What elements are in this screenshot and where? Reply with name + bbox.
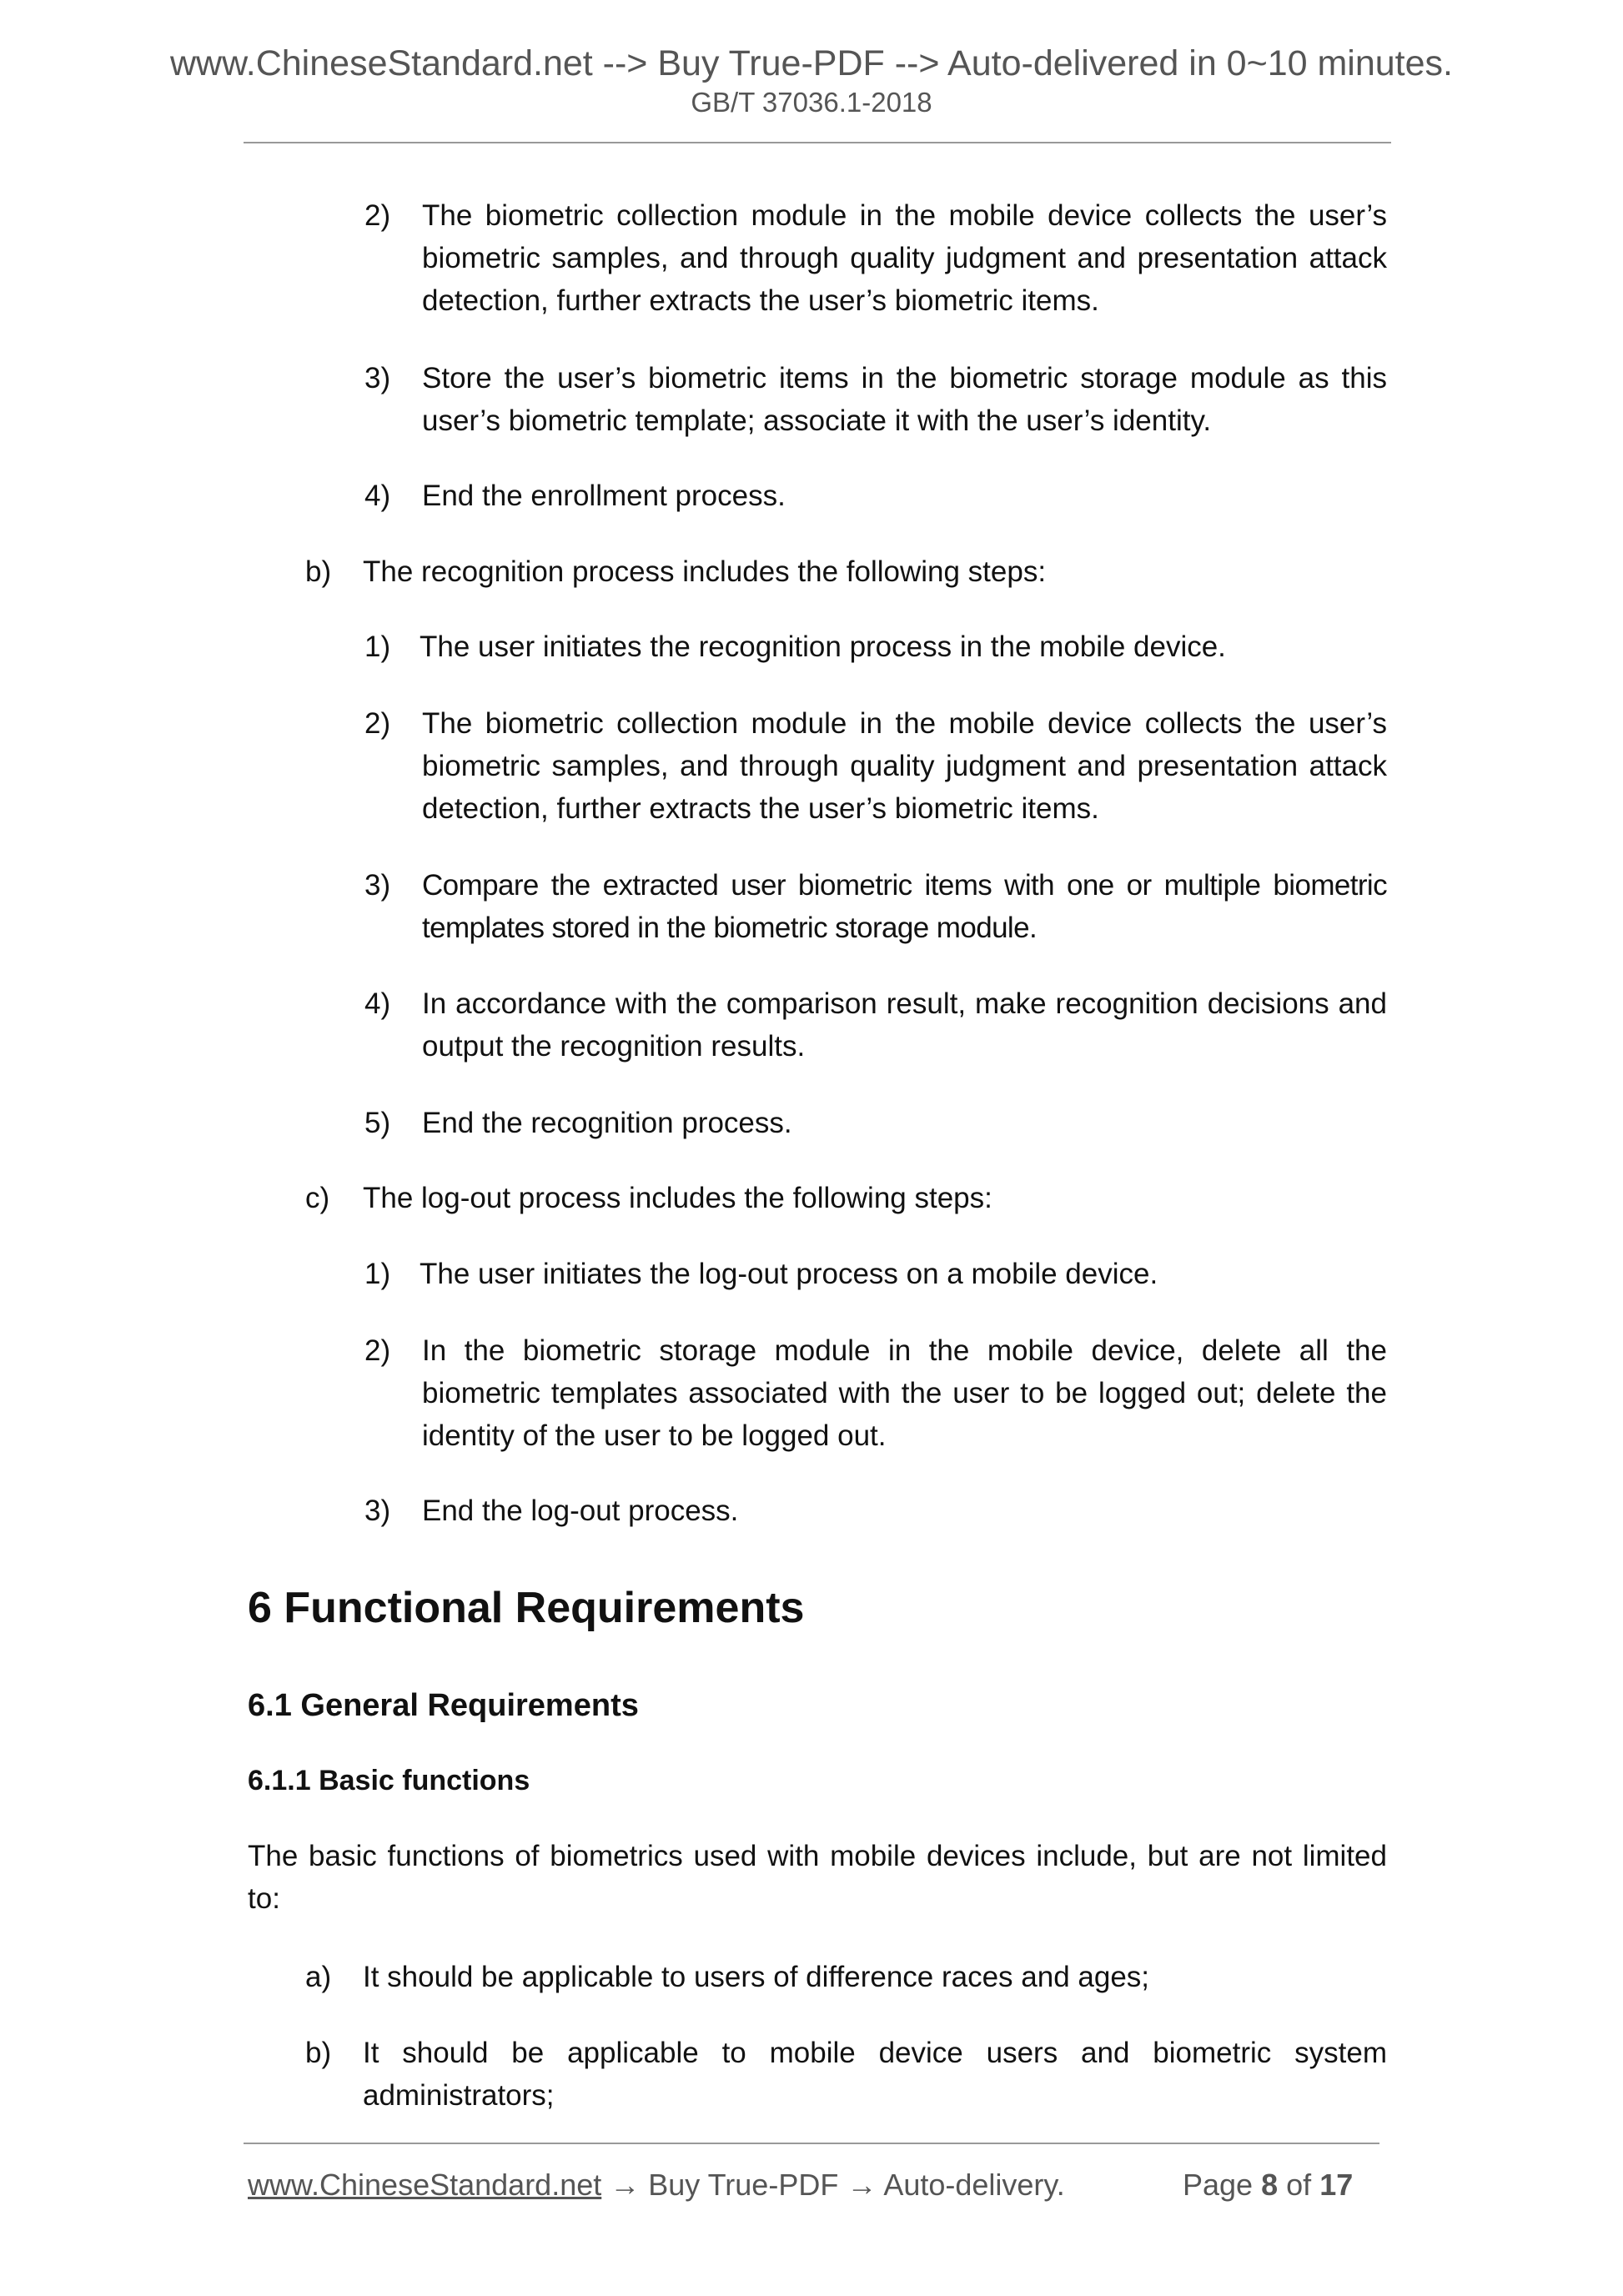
footer-rule: [244, 2143, 1379, 2144]
subsection-heading: 6.1 General Requirements: [248, 1688, 639, 1723]
item-text: The biometric collection module in the mobile device collects the user’s biometric samples, and through quality judgment and presentation attack detection, further extracts the user’s biometric items.: [422, 199, 1387, 317]
item-number: 1): [364, 631, 391, 663]
item-text: End the enrollment process.: [422, 480, 786, 512]
item-number: 2): [364, 199, 391, 232]
page-number: 8: [1261, 2168, 1279, 2202]
item-number: 2): [364, 1334, 391, 1367]
list-item-b: [305, 550, 1387, 593]
item-text: The user initiates the log-out process on a mobile device.: [420, 1258, 1158, 1290]
item-text: Store the user’s biometric items in the biometric storage module as this user’s biometric template; associate it with the user’s identity.: [422, 362, 1387, 437]
document-id: GB/T 37036.1-2018: [691, 87, 932, 118]
item-number: 3): [364, 1495, 391, 1527]
section-heading: 6 Functional Requirements: [248, 1584, 805, 1632]
item-text: The recognition process includes the following steps:: [363, 555, 1047, 588]
footer-left: [248, 2164, 1065, 2206]
page-total: 17: [1319, 2168, 1354, 2202]
list-item-c: [305, 1177, 1387, 1219]
list-item: [305, 1956, 1387, 1998]
page-indicator: [1183, 2164, 1353, 2206]
footer-text: → Buy True-PDF → Auto-delivery.: [601, 2168, 1065, 2202]
item-text: End the log-out process.: [422, 1495, 739, 1527]
list-item: [364, 1329, 1387, 1457]
list-item: [364, 1102, 1387, 1144]
item-text: It should be applicable to users of difference races and ages;: [363, 1961, 1150, 1993]
item-number: 3): [364, 869, 391, 902]
item-number: 4): [364, 480, 391, 512]
item-number: 2): [364, 707, 391, 740]
item-text: The user initiates the recognition process in the mobile device.: [420, 631, 1226, 663]
subsubsection-heading: 6.1.1 Basic functions: [248, 1765, 530, 1796]
item-number: 4): [364, 987, 391, 1020]
item-text: The log-out process includes the following steps:: [363, 1182, 992, 1214]
item-letter: c): [305, 1182, 330, 1214]
list-item: [364, 357, 1387, 442]
list-item: [364, 982, 1387, 1068]
list-item: [364, 864, 1387, 949]
footer-link[interactable]: www.ChineseStandard.net: [248, 2168, 602, 2202]
list-item: [364, 1253, 1387, 1295]
intro-paragraph: The basic functions of biometrics used with mobile devices include, but are not limited to:: [248, 1840, 1387, 1915]
item-letter: b): [305, 555, 332, 588]
header-banner: www.ChineseStandard.net --> Buy True-PDF --> Auto-delivered in 0~10 minutes.: [169, 43, 1453, 83]
page-label: Page: [1183, 2168, 1254, 2202]
item-letter: b): [305, 2037, 332, 2069]
item-number: 1): [364, 1258, 391, 1290]
item-text: In the biometric storage module in the mobile device, delete all the biometric templates associated with the user to be logged out; delete the identity of the user to be logged out.: [422, 1334, 1387, 1452]
item-text: End the recognition process.: [422, 1107, 792, 1139]
item-text: The biometric collection module in the mobile device collects the user’s biometric samples, and through quality judgment and presentation attack detection, further extracts the user’s biometric items.: [422, 707, 1387, 825]
item-number: 5): [364, 1107, 391, 1139]
item-text: It should be applicable to mobile device users and biometric system administrators;: [363, 2037, 1387, 2112]
header-rule: [244, 142, 1391, 143]
item-text: Compare the extracted user biometric items with one or multiple biometric templates stored in the biometric storage module.: [422, 869, 1387, 944]
item-letter: a): [305, 1961, 332, 1993]
item-number: 3): [364, 362, 391, 394]
page-of: of: [1286, 2168, 1312, 2202]
list-item: [364, 194, 1387, 322]
item-text: In accordance with the comparison result, make recognition decisions and output the recognition results.: [422, 987, 1387, 1063]
list-item: [364, 1490, 1387, 1532]
list-item: [364, 475, 1387, 517]
list-item: [364, 702, 1387, 830]
list-item: [364, 625, 1387, 668]
list-item: [305, 2032, 1387, 2117]
